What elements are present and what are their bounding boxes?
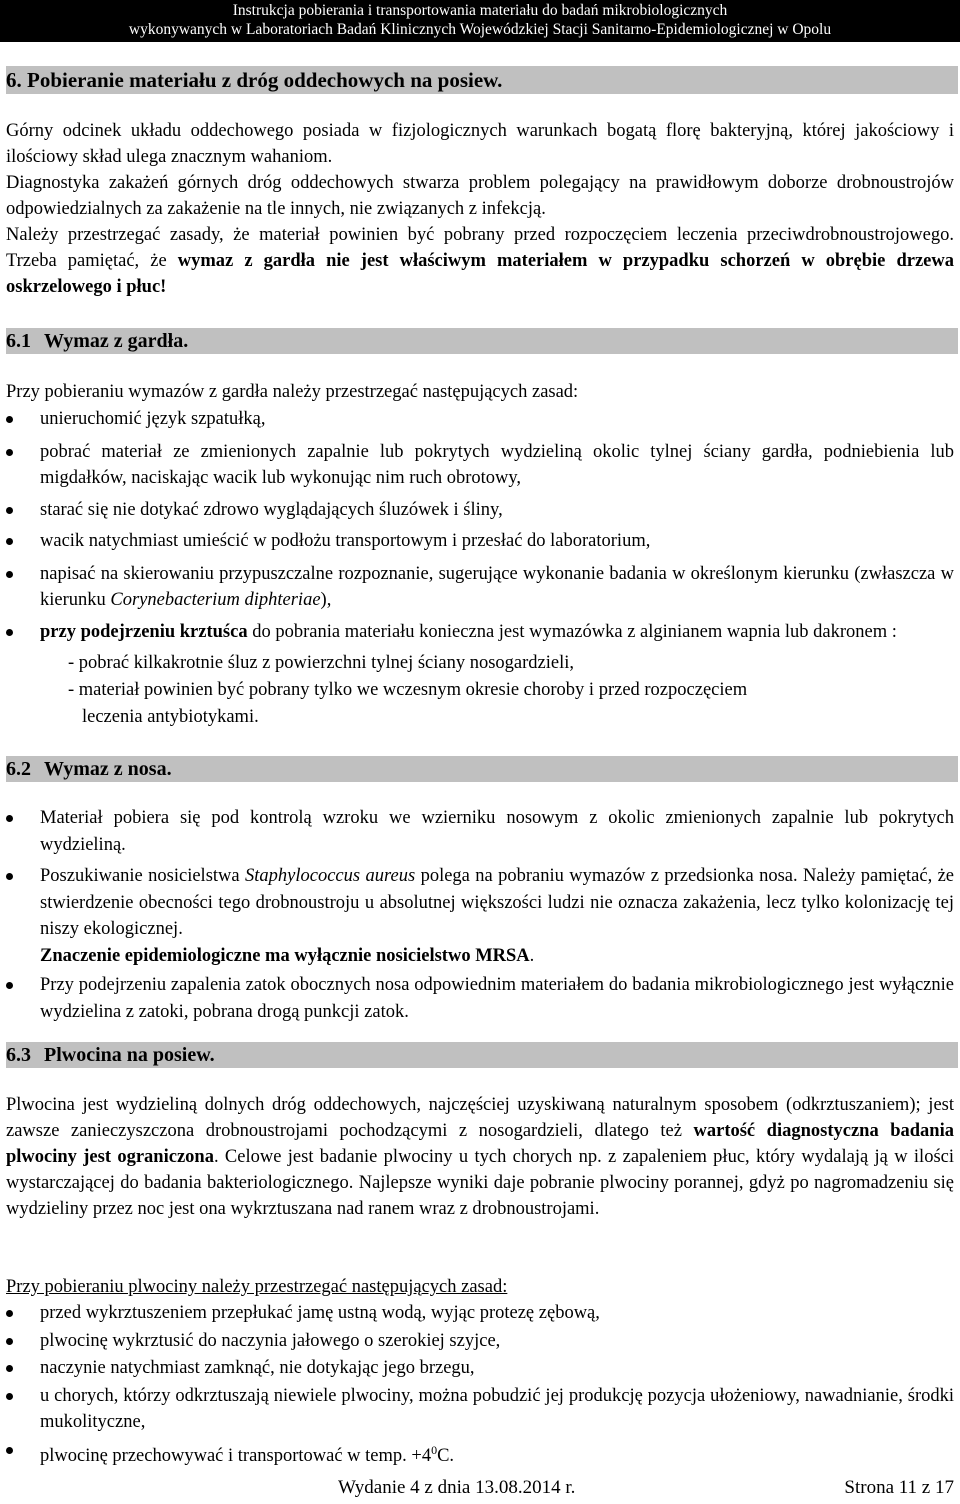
section-6-2-list [6,805,954,1025]
list-item: unieruchomić język szpatułką, [6,406,954,433]
section-6-3-heading: Plwocina na posiew. [44,1044,215,1066]
intro-paragraph-3 [6,222,954,300]
mrsa-emphasis: Znaczenie epidemiologiczne ma wyłącznie nosicielstwo MRSA [40,945,530,966]
section-6-2-title [6,756,958,782]
bullet-icon [6,1393,13,1400]
section-6-3-lead: Przy pobieraniu plwociny należy przestrzegać następujących zasad: [6,1277,508,1297]
section-6-intro [6,118,954,300]
bullet-icon [6,507,13,514]
section-6-1-title [6,328,958,354]
dash-item-2: - materiał powinien być pobrany tylko we wczesnym okresie choroby i przed rozpoczęciem [68,680,748,700]
list-item: plwocinę przechowywać i transportować w temp. $+4^0C$. [6,1437,954,1470]
list-item: plwocinę wykrztusić do naczynia jałowego o szerokiej szyjce, [6,1328,954,1355]
list-item: Materiał pobiera się pod kontrolą wzroku we wzierniku nosowym z okolic zmienionych zapalnie lub pokrytych wydzieliną. [6,805,954,858]
section-6-3-title [6,1042,958,1068]
footer-page-number: Strona 11 z 17 [844,1477,954,1498]
section-6-2-number: 6.2 [6,758,31,780]
list-item: Przy podejrzeniu zapalenia zatok obocznych nosa odpowiednim materiałem do badania mikrobiologicznego jest wyłącznie wydzielina z zatoki, pobrana drogą punkcji zatok. [6,972,954,1025]
diagnostic-value-emphasis: wartość diagnostyczna badania plwociny jest ograniczona [6,1121,954,1167]
bullet-icon [6,815,13,822]
section-6-title: 6. Pobieranie materiału z dróg oddechowych na posiew. [6,66,958,94]
list-item: naczynie natychmiast zamknąć, nie dotykając jego brzegu, [6,1355,954,1382]
species-name: Staphylococcus aureus [245,866,416,886]
bullet-icon [6,1338,13,1345]
section-6-3-number: 6.3 [6,1044,31,1066]
bullet-icon [6,873,13,880]
list-item: starać się nie dotykać zdrowo wyglądających śluzówek i śliny, [6,497,954,524]
bullet-icon [6,629,13,636]
list-item: Poszukiwanie nosicielstwa Staphylococcus aureus polega na pobraniu wymazów z przedsionka nosa. Należy pamiętać, że stwierdzenie obecności tego drobnoustroju u absolutnej większości ludzi nie oznacza zakażenia, lecz tylko kolonizację tej niszy ekologicznej. Znaczenie epidemiologiczne ma wyłącznie nosicielstwo MRSA. [6,863,954,969]
bullet-icon [6,1447,13,1454]
section-6-1-number: 6.1 [6,330,31,352]
section-6-1-heading: Wymaz z gardła. [44,330,189,352]
document-header [0,0,960,42]
bullet-icon [6,416,13,423]
bullet-icon [6,1310,13,1317]
list-item: napisać na skierowaniu przypuszczalne rozpoznanie, sugerujące wykonanie badania w określonym kierunku (zwłaszcza w kierunku Corynebacterium diphteriae), [6,561,954,614]
intro-paragraph-2: Diagnostyka zakażeń górnych dróg oddechowych stwarza problem polegający na prawidłowym doborze drobnoustrojów odpowiedzialnych za zakażenie na tle innych, nie związanych z infekcją. [6,173,954,219]
bullet-icon [6,449,13,456]
bullet-icon [6,538,13,545]
bullet-icon [6,571,13,578]
header-line-1: Instrukcja pobierania i transportowania materiału do badań mikrobiologicznych [232,2,728,19]
list-item: pobrać materiał ze zmienionych zapalnie lub pokrytych wydzieliną okolic tylnej ściany gardła, podniebienia lub migdałków, naciskając wacik lub wykonując nim ruch obrotowy, [6,439,954,492]
intro-p3-warning: wymaz z gardła nie jest właściwym materiałem w przypadku schorzeń w obrębie drzewa oskrzelowego i płuc! [6,251,954,297]
section-6-1-list [6,406,954,645]
footer-edition: Wydanie 4 z dnia 13.08.2014 r. [338,1477,576,1498]
section-6-1-lead: Przy pobieraniu wymazów z gardła należy przestrzegać następujących zasad: [6,382,579,402]
dash-item-1: - pobrać kilkakrotnie śluz z powierzchni tylnej ściany nosogardzieli, [68,653,575,673]
intro-p3-text: Należy przestrzegać zasady, że materiał powinien być pobrany przed rozpoczęciem leczenia przeciwdrobnoustrojowego. Trzeba pamiętać, że [6,225,954,271]
pertussis-emphasis: przy podejrzeniu krztuśca [40,621,248,642]
section-6-3-list [6,1300,954,1469]
bullet-icon [6,1365,13,1372]
bullet-icon [6,982,13,989]
list-item: wacik natychmiast umieścić w podłożu transportowym i przesłać do laboratorium, [6,528,954,555]
list-item: przed wykrztuszeniem przepłukać jamę ustną wodą, wyjąc protezę zębową, [6,1300,954,1327]
header-line-2: wykonywanych w Laboratoriach Badań Klinicznych Wojewódzkiej Stacji Sanitarno-Epidemiologicznej w Opolu [128,21,832,38]
section-6-3-paragraph: Plwocina jest wydzieliną dolnych dróg oddechowych, najczęściej uzyskiwaną naturalnym sposobem (odkrztuszaniem); jest zawsze zanieczyszczona drobnoustrojami pochodzącymi z nosogardzieli, dlatego też wartość diagnostyczna badania plwociny jest ograniczona. Celowe jest badanie plwociny u tych chorych np. z zapaleniem płuc, który wydalają ją w ilości wystarczającej do badania bakteriologicznego. Najlepsze wyniki daje pobranie plwociny porannej, gdyż po nagromadzeniu się wydzieliny przez noc jest ona wykrztuszana nad ranem wraz z drobnoustrojami. [6,1095,954,1219]
species-name: Corynebacterium diphteriae [110,590,321,610]
list-item: u chorych, którzy odkrztuszają niewiele plwociny, można pobudzić jej produkcję pozycja ułożeniowy, nawadnianie, środki mukolityczne, [6,1383,954,1436]
degree-superscript: 0 [431,1442,438,1457]
list-item: przy podejrzeniu krztuśca do pobrania materiału konieczna jest wymazówka z alginianem wapnia lub dakronem : [6,619,954,646]
intro-paragraph-1: Górny odcinek układu oddechowego posiada w fizjologicznych warunkach bogatą florę bakteryjną, której jakościowy i ilościowy skład ulega znacznym wahaniom. [6,121,954,167]
dash-item-2-continued: leczenia antybiotykami. [82,707,259,727]
section-6-2-heading: Wymaz z nosa. [44,758,172,780]
